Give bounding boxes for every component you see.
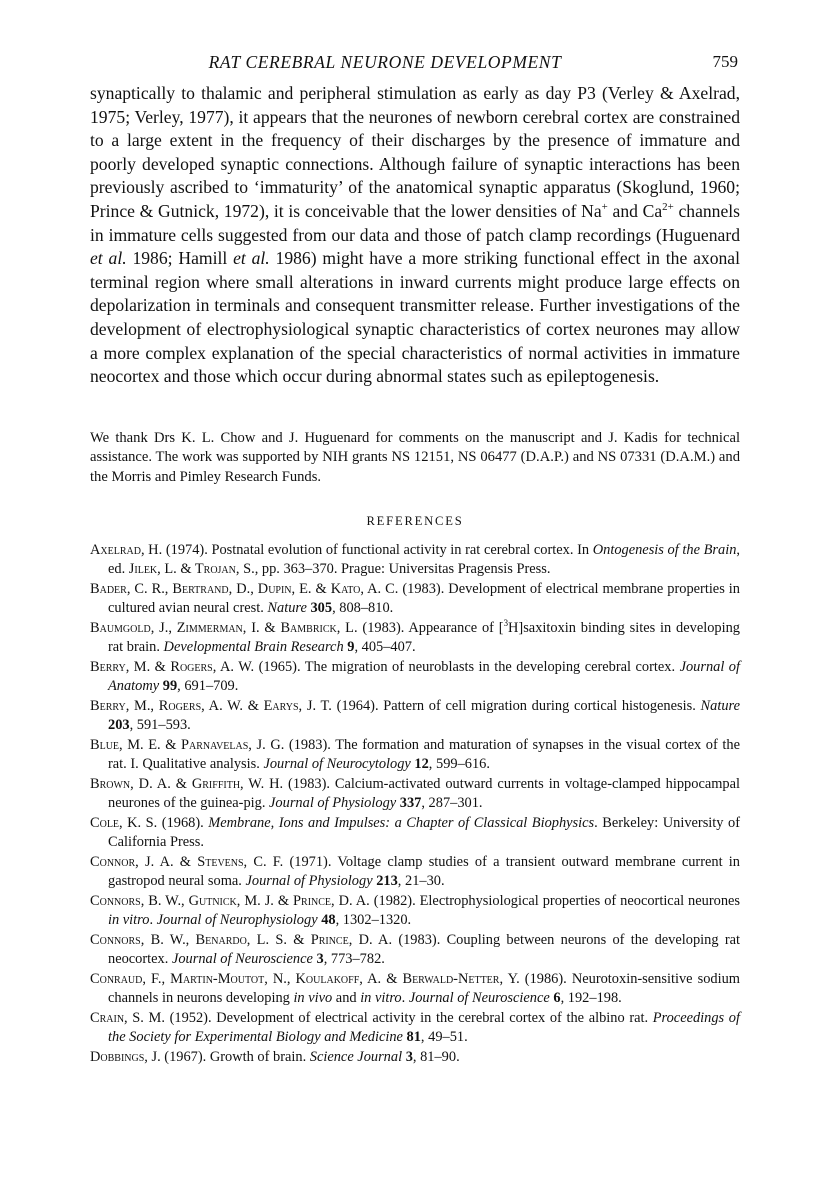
reference-volume: 81 [406,1029,421,1045]
page-header [90,52,740,76]
reference-journal: Journal of Neurophysiology [156,912,318,928]
running-title: RAT CEREBRAL NEURONE DEVELOPMENT [208,52,562,72]
reference-entry [90,736,740,775]
reference-authors: Baumgold, J., Zimmerman, I. & Bambrick, L. [90,619,358,636]
reference-journal: Journal of Anatomy [108,658,741,694]
reference-authors: Connor, J. A. & Stevens, C. F. [90,853,284,870]
reference-entry [90,580,740,619]
reference-entry [90,892,740,931]
reference-entry [90,658,740,697]
reference-text: (1964). Pattern of cell migration during cortical histogenesis. [331,697,701,714]
discussion-paragraph [90,82,740,389]
reference-book-title: Membrane, Ions and Impulses: a Chapter of Classical Biophysics [208,814,595,831]
references-heading: REFERENCES [366,513,464,528]
reference-journal: Journal of Neurocytology [263,756,411,772]
reference-italic-term: in vivo [293,990,333,1006]
reference-journal: Proceedings of the Society for Experimental Biology and Medicine [108,1009,740,1045]
reference-text: (1982). Electrophysiological properties of neocortical neurones [369,892,740,909]
reference-volume: 3 [405,1048,413,1065]
reference-authors: Dobbings, J. [90,1048,161,1065]
reference-journal: Developmental Brain Research [163,639,344,655]
reference-text: (1974). Postnatal evolution of functional activity in rat cerebral cortex. In [162,541,593,558]
body-text-part: channels in immature cells suggested from our data and those of patch clamp recordings (Huguenard [90,200,741,245]
reference-journal: Nature [700,697,740,714]
reference-text: (1967). Growth of brain. [160,1048,310,1065]
calcium-charge-superscript: 2+ [662,201,674,214]
sodium-charge-superscript: + [601,201,608,214]
reference-authors: Cole, K. S. [90,814,158,831]
body-text-part: 1986; Hamill [126,248,234,269]
reference-authors: Bader, C. R., Bertrand, D., Dupin, E. & Kato, A. C. [90,580,399,597]
reference-volume: 9 [347,639,355,655]
reference-text: , 808–810. [332,600,394,616]
et-al-italic: et al. [233,248,270,269]
reference-authors: Berry, M., Rogers, A. W. & Earys, J. T. [90,697,332,714]
acknowledgement-paragraph: We thank Drs K. L. Chow and J. Huguenard for comments on the manuscript and J. Kadis for technical assistance. The work was supported by NIH grants NS 12151, NS 06477 (D.A.P.) and NS 07331 (D.A.M.) and the Morris and Pimley Research Funds. [90,429,740,485]
reference-text: , 591–593. [129,717,191,733]
reference-text: (1983). The formation and maturation of synapses in the visual cortex of the rat. I. Qualitative analysis. [108,736,740,772]
reference-volume: 12 [414,756,429,772]
reference-text: . Berkeley: University of California Press. [108,814,740,850]
reference-journal: Journal of Physiology [269,795,397,811]
reference-text: . [401,990,409,1006]
reference-journal: Journal of Neuroscience [171,951,313,967]
reference-italic-term: in vitro [108,912,150,928]
reference-authors: Conraud, F., Martin-Moutot, N., Koulakoff, A. & Berwald-Netter, Y. [90,970,520,987]
reference-volume: 3 [316,951,324,967]
reference-entry [90,931,740,970]
reference-text: (1983). Calcium-activated outward currents in voltage-clamped hippocampal neurones of the guinea-pig. [108,775,740,811]
reference-volume: 305 [310,600,333,616]
reference-authors: Blue, M. E. & Parnavelas, J. G. [90,736,285,753]
reference-entry [90,814,740,853]
reference-text: (1952). Development of electrical activity in the cerebral cortex of the albino rat. [164,1009,653,1026]
reference-entry [90,541,740,580]
reference-text: , 599–616. [428,756,490,772]
reference-authors: Axelrad, H. [90,541,163,558]
reference-text: , 773–782. [323,951,385,967]
reference-journal: Nature [267,600,307,616]
reference-text: , 405–407. [354,639,416,655]
reference-volume: 337 [399,795,422,811]
reference-entry [90,619,740,658]
reference-authors: Berry, M. & Rogers, A. W. [90,658,255,675]
reference-italic-term: in vitro [360,990,402,1006]
reference-journal: Ontogenesis of the Brain [592,541,737,558]
journal-page [90,52,740,1067]
reference-entry [90,970,740,1009]
reference-journal: Journal of Physiology [245,873,373,889]
reference-volume: 203 [108,717,130,733]
reference-text: , pp. 363–370. Prague: Universitas Pragensis Press. [254,561,551,577]
reference-volume: 6 [553,990,561,1006]
reference-text: (1965). The migration of neuroblasts in the developing cerebral cortex. [254,658,680,675]
isotope-superscript: 3 [503,617,509,628]
reference-text: , 1302–1320. [335,912,412,928]
reference-authors: Brown, D. A. & Griffith, W. H. [90,775,284,792]
reference-authors: Crain, S. M. [90,1009,165,1026]
reference-text: , 49–51. [420,1029,468,1045]
reference-volume: 213 [376,873,398,889]
reference-text: (1983). Coupling between neurons of the developing rat neocortex. [108,931,740,967]
body-text-part: synaptically to thalamic and peripheral stimulation as early as day P3 (Verley & Axelrad, 1975; Verley, 1977), it appears that the neurones of newborn cerebral cortex are constrained to a large extent in the frequency of their discharges by the presence of immature and poorly developed synaptic connections. Although failure of synaptic interactions has been previously ascribed to ‘immaturity’ of the anatomical synaptic apparatus (Skoglund, 1960; Prince & Gutnick, 1972), it is conceivable that the lower densities of Na [90,83,740,221]
reference-list [90,541,740,1068]
body-text-part: and Ca [607,200,663,221]
reference-text: and [332,990,361,1006]
reference-text: , 287–301. [421,795,483,811]
reference-text: H]saxitoxin binding sites in developing rat brain. [108,619,740,655]
reference-entry [90,697,740,736]
reference-text: , 21–30. [397,873,445,889]
reference-text: (1971). Voltage clamp studies of a transient outward membrane current in gastropod neural soma. [108,853,740,889]
reference-volume: 48 [321,912,336,928]
reference-text: , ed. [108,541,740,577]
reference-text: (1983). Appearance of [ [357,619,504,636]
reference-text: , 81–90. [412,1048,460,1065]
reference-entry [90,853,740,892]
reference-editors: Jilek, L. & Trojan, S. [128,561,255,577]
reference-text: (1968). [157,814,209,831]
et-al-italic: et al. [90,248,127,269]
reference-authors: Connors, B. W., Gutnick, M. J. & Prince, D. A. [90,892,370,909]
reference-text: , 691–709. [177,678,239,694]
reference-text: , 192–198. [560,990,622,1006]
reference-entry [90,1009,740,1048]
body-text-part: 1986) might have a more striking functional effect in the axonal terminal region where small alterations in inward currents might produce large effects on depolarization in terminals and consequent transmitter release. Further investigations of the development of electrophysiological synaptic characteristics of cortex neurones may allow a more complex explanation of the special characteristics of normal activities in immature neocortex and those which occur during abnormal states such as epileptogenesis. [90,248,740,387]
reference-journal: Science Journal [309,1048,403,1065]
reference-authors: Connors, B. W., Benardo, L. S. & Prince, D. A. [90,931,393,948]
reference-volume: 99 [162,678,178,694]
reference-text: (1986). Neurotoxin-sensitive sodium channels in neurons developing [108,970,740,1006]
reference-entry [90,1048,740,1068]
reference-journal: Journal of Neuroscience [408,990,550,1006]
reference-entry [90,775,740,814]
page-number: 759 [712,52,738,71]
reference-text: . [149,912,157,928]
reference-text: (1983). Development of electrical membrane properties in cultured avian neural crest. [108,580,740,616]
